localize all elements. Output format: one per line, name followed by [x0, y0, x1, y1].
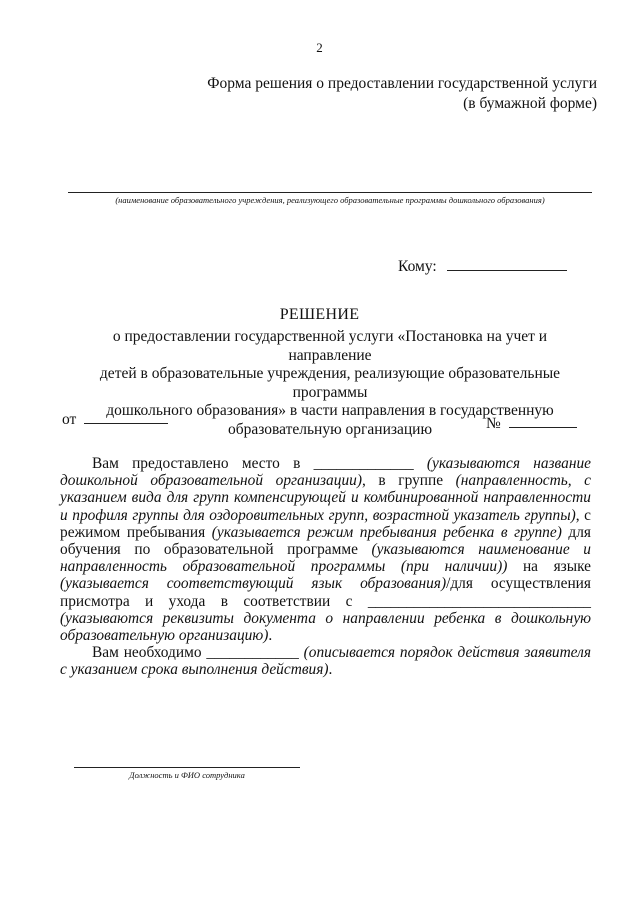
decision-body — [60, 455, 591, 679]
body-segment: _____________ — [313, 455, 414, 472]
number-label: № — [486, 415, 501, 432]
form-title-line1: Форма решения о предоставлении государственной услуги — [207, 75, 597, 92]
body-segment: _____________________________ — [367, 592, 591, 610]
body-segment: на языке — [507, 558, 591, 576]
signature-line — [74, 767, 300, 768]
recipient-blank — [447, 256, 567, 271]
date-label: от — [62, 411, 77, 428]
decision-title: РЕШЕНИЕ — [279, 306, 360, 323]
body-segment: (направленность, с указанием вида для групп компенсирующей и комбинированной направленности и профиля группы для оздоровительных групп, возрастной указатель группы) — [60, 472, 591, 524]
body-segment: /для осуществления присмотра и ухода в соответствии с — [60, 575, 591, 610]
body-segment: . — [328, 661, 333, 679]
decision-subtitle-line: о предоставлении государственной услуги «Постановка на учет и направление — [112, 328, 548, 364]
org-name-line — [68, 192, 592, 193]
date-field — [62, 409, 168, 429]
body-segment: (указывается режим пребывания ребенка в группе) — [211, 523, 562, 541]
page-number: 2 — [316, 40, 323, 55]
decision-subtitle-line: детей в образовательные учреждения, реализующие образовательные программы — [99, 365, 561, 401]
body-segment: . — [268, 627, 273, 645]
body-paragraph-2 — [60, 644, 591, 678]
body-paragraph-1 — [60, 455, 591, 644]
number-field — [486, 413, 577, 433]
body-segment: (указываются наименование и направленность образовательной программы (при наличии)) — [60, 541, 592, 576]
body-segment: Вам необходимо — [92, 644, 207, 662]
recipient-label: Кому: — [398, 258, 437, 275]
form-title-line2: (в бумажной форме) — [463, 95, 597, 112]
body-segment: ____________ — [206, 644, 299, 662]
body-segment: , в группе — [361, 472, 456, 490]
body-segment: (указываются название дошкольной образовательной организации) — [60, 455, 591, 490]
number-blank — [509, 413, 577, 428]
body-segment: Вам предоставлено место в — [92, 455, 314, 472]
form-title — [207, 74, 597, 114]
decision-subtitle-line: дошкольного образования» в части направления в государственную — [106, 402, 554, 419]
decision-subtitle-line: образовательную организацию — [227, 420, 433, 438]
recipient-field — [398, 256, 567, 276]
body-segment: (указываются реквизиты документа о направлении ребенка в дошкольную образовательную организацию) — [60, 609, 591, 645]
body-segment: (описывается порядок действия заявителя с указанием срока выполнения действия) — [60, 644, 591, 679]
body-segment: (указывается соответствующий язык образования) — [60, 575, 447, 593]
body-segment: , с режимом пребывания — [60, 506, 591, 541]
body-segment: для обучения по образовательной программе — [60, 523, 591, 559]
date-blank — [84, 409, 168, 424]
signature-caption: Должность и ФИО сотрудника — [129, 770, 245, 780]
org-name-caption: (наименование образовательного учреждения, реализующего образовательные программы дошкольного образования) — [115, 195, 545, 205]
